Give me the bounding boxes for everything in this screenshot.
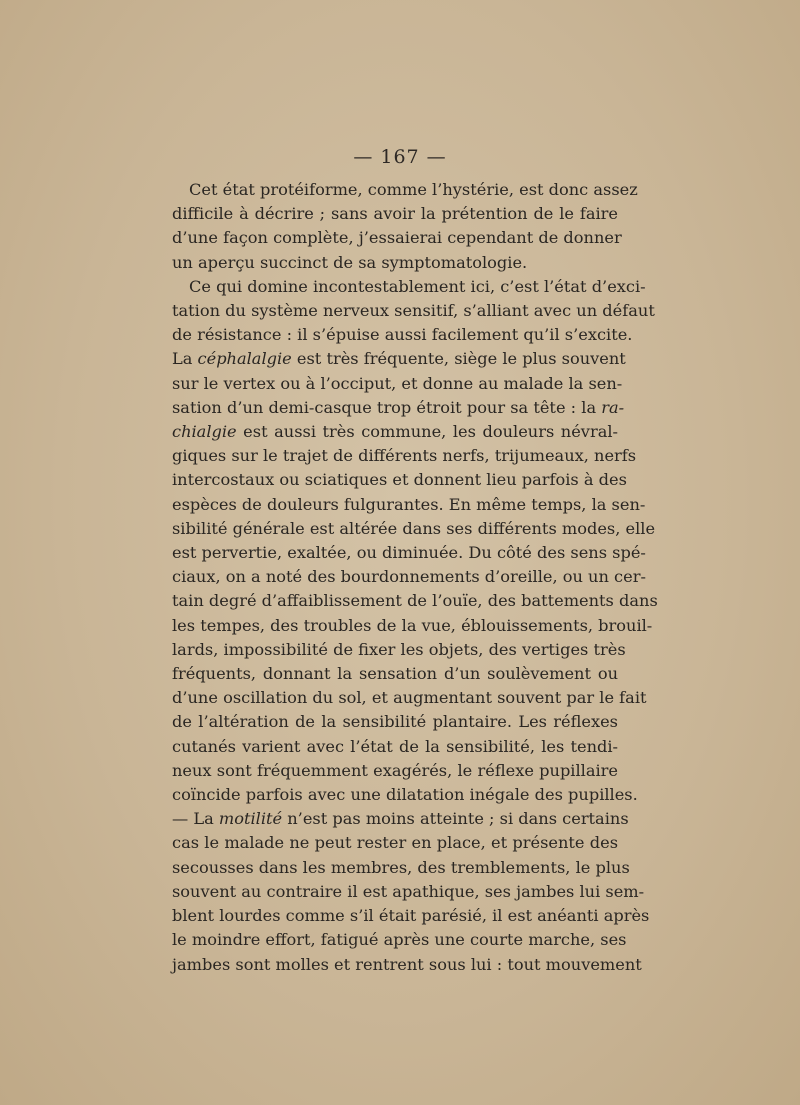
text-run: — La [172, 809, 219, 829]
text-run: Ce qui domine incontestablement ici, c’est l’état d’exci- [189, 276, 646, 296]
text-run: est pervertie, exaltée, ou diminuée. Du côté des sens spé- [172, 543, 646, 563]
text-line [172, 517, 656, 541]
text-run: un aperçu succinct de sa symptomatologie. [172, 252, 528, 272]
text-line [172, 275, 646, 299]
text-run: intercostaux ou sciatiques et donnent lieu parfois à des [172, 470, 627, 490]
text-line [172, 396, 625, 420]
text-line [172, 880, 645, 904]
text-run: secousses dans les membres, des tremblements, le plus [172, 857, 630, 877]
text-line [172, 493, 646, 517]
text-line [172, 202, 618, 226]
text-run: fréquents, donnant la sensation d’un soulèvement ou [172, 664, 618, 684]
text-run: cas le malade ne peut rester en place, et présente des [172, 833, 618, 853]
text-line [172, 638, 626, 662]
text-run: giques sur le trajet de différents nerfs, trijumeaux, nerfs [172, 446, 637, 466]
italic-term: ra- [601, 397, 625, 417]
text-line [172, 783, 638, 807]
text-run: difficile à décrire ; sans avoir la prétention de le faire [172, 204, 618, 224]
text-line [172, 856, 630, 880]
text-line [172, 565, 646, 589]
text-line [172, 178, 638, 202]
text-line [172, 953, 642, 977]
text-line [172, 541, 646, 565]
text-line [172, 589, 658, 613]
text-run: jambes sont molles et rentrent sous lui : tout mouvement [172, 954, 642, 974]
text-run: d’une façon complète, j’essaierai cependant de donner [172, 228, 622, 248]
text-run: espèces de douleurs fulgurantes. En même temps, la sen- [172, 494, 646, 514]
text-line [172, 710, 618, 734]
text-line [172, 831, 618, 855]
text-line [172, 468, 627, 492]
text-line [172, 686, 647, 710]
text-run: Cet état protéiforme, comme l’hystérie, est donc assez [189, 180, 638, 199]
text-line [172, 662, 618, 686]
italic-term: chialgie [172, 422, 237, 442]
text-run: coïncide parfois avec une dilatation inégale des pupilles. [172, 785, 638, 805]
text-run: sibilité générale est altérée dans ses différents modes, elle [172, 518, 656, 538]
text-run: blent lourdes comme s’il était parésié, il est anéanti après [172, 906, 650, 926]
text-line [172, 420, 618, 444]
text-run: lards, impossibilité de fixer les objets, des vertiges très [172, 639, 626, 659]
text-run: d’une oscillation du sol, et augmentant souvent par le fait [172, 688, 647, 708]
text-run: est très fréquente, siège le plus souvent [291, 349, 626, 369]
text-run: sation d’un demi-casque trop étroit pour sa tête : la [172, 397, 602, 417]
text-line [172, 614, 653, 638]
page-number: — 167 — [353, 146, 447, 168]
text-run: ciaux, on a noté des bourdonnements d’oreille, ou un cer- [172, 567, 646, 587]
text-run: tation du système nerveux sensitif, s’alliant avec un défaut [172, 301, 655, 321]
text-line [172, 904, 650, 928]
text-run: de résistance : il s’épuise aussi facilement qu’il s’excite. [172, 325, 633, 345]
text-run: le moindre effort, fatigué après une courte marche, ses [172, 930, 627, 950]
italic-term: motilité [218, 809, 283, 829]
text-run: n’est pas moins atteinte ; si dans certains [282, 809, 629, 829]
body-text [172, 178, 658, 977]
text-run: neux sont fréquemment exagérés, le réflexe pupillaire [172, 760, 618, 780]
text-line [172, 759, 618, 783]
text-line [172, 251, 618, 275]
text-run: sur le vertex ou à l’occiput, et donne au malade la sen- [172, 373, 623, 393]
text-line [172, 735, 618, 759]
text-run: les tempes, des troubles de la vue, éblouissements, brouil- [172, 615, 653, 635]
text-line [172, 372, 623, 396]
text-run: souvent au contraire il est apathique, ses jambes lui sem- [172, 881, 645, 901]
text-run: La [172, 349, 198, 369]
text-line [172, 347, 626, 371]
text-run: cutanés varient avec l’état de la sensibilité, les tendi- [172, 736, 618, 756]
text-line [172, 299, 655, 323]
text-line [172, 928, 627, 952]
text-run: est aussi très commune, les douleurs névral- [236, 422, 618, 442]
italic-term: céphalalgie [197, 349, 292, 369]
text-line [172, 226, 622, 250]
text-line [172, 323, 633, 347]
text-line [172, 444, 637, 468]
text-line [172, 807, 629, 831]
text-run: de l’altération de la sensibilité plantaire. Les réflexes [172, 712, 618, 732]
text-run: tain degré d’affaiblissement de l’ouïe, des battements dans [172, 591, 658, 611]
